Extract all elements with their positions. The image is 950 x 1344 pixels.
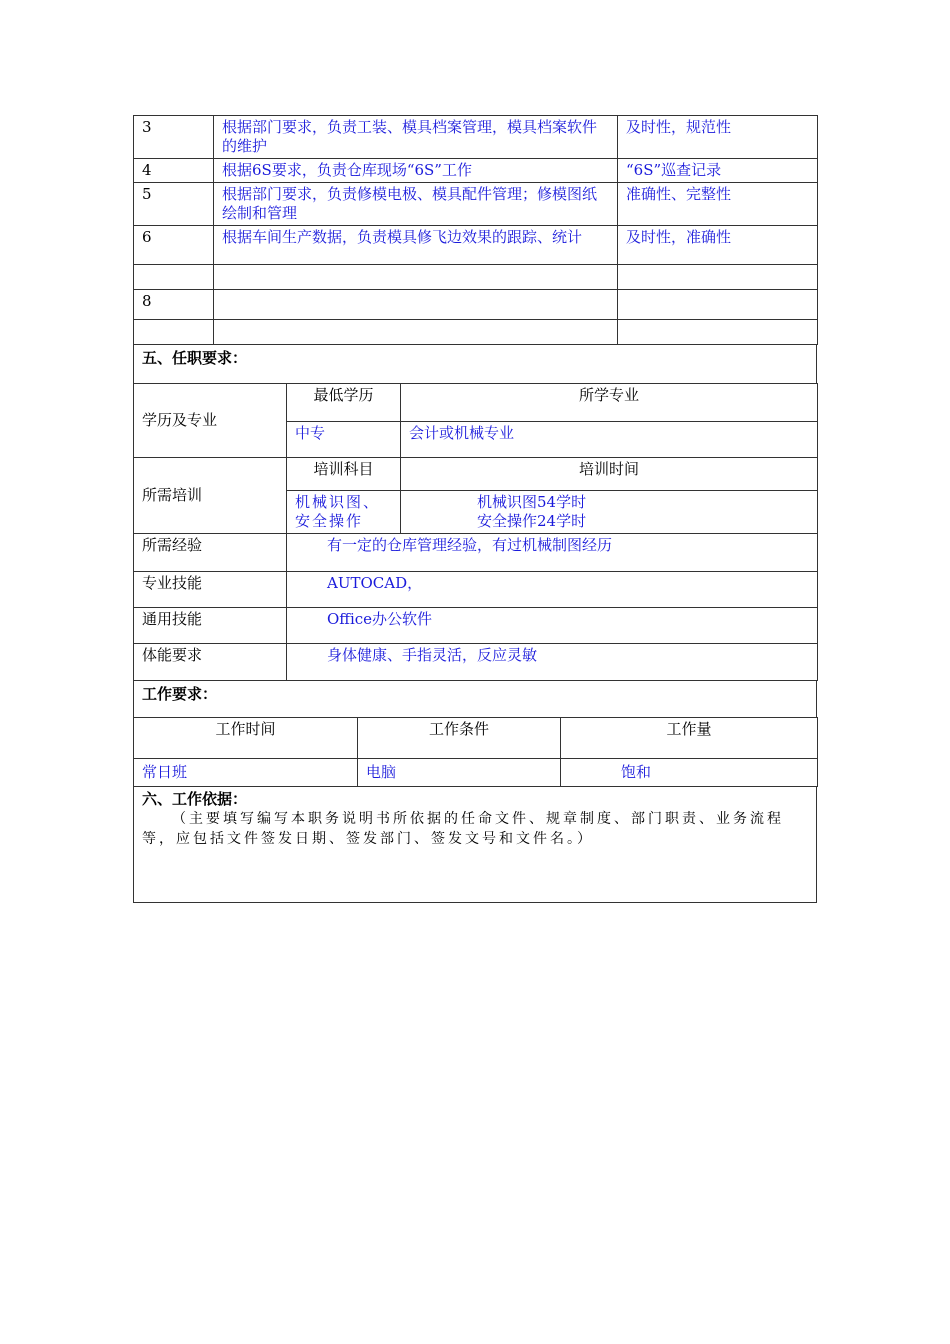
work-section [133,680,817,718]
table-row [134,320,818,345]
section-title-requirements: 五、任职要求： [134,345,817,384]
table-row [134,159,818,183]
duty-desc: 根据车间生产数据，负责模具修飞边效果的跟踪、统计 [214,226,618,265]
basis-note: （主要填写编写本职务说明书所依据的任命文件、规章制度、部门职责、业务流程等，应包括文件签发日期、签发部门、签发文号和文件名。） [142,811,784,847]
education-col1-value: 中专 [287,422,401,458]
table-row [134,290,818,320]
training-hours-1: 机械识图54学时 [477,493,587,511]
table-row [134,116,818,159]
duty-standard [618,290,818,320]
table-row [134,226,818,265]
section-title-basis: 六、工作依据： [142,790,248,808]
work-header-time: 工作时间 [134,718,358,759]
basis-section [133,786,817,903]
duty-no: 6 [134,226,214,265]
training-hours-2: 安全操作24学时 [477,512,587,530]
section-title-work: 工作要求： [134,681,817,718]
table-row [134,572,818,608]
requirements-table [133,383,818,681]
table-row [134,384,818,422]
work-value-condition: 电脑 [358,759,561,787]
duty-desc: 根据6S要求，负责仓库现场“6S”工作 [214,159,618,183]
duty-desc [214,320,618,345]
duty-table [133,115,818,345]
duty-desc [214,290,618,320]
education-col1-header: 最低学历 [287,384,401,422]
duty-no: 3 [134,116,214,159]
table-row [134,458,818,491]
training-col2-header: 培训时间 [401,458,818,491]
training-subjects [287,491,401,534]
duty-standard [618,320,818,345]
table-row [134,265,818,290]
work-value-volume: 饱和 [561,759,818,787]
work-value-time: 常日班 [134,759,358,787]
work-header-volume: 工作量 [561,718,818,759]
skill-value: AUTOCAD， [287,572,818,608]
job-description-form [133,115,817,903]
requirements-section [133,344,817,384]
training-subject-1: 机械识图、 [295,493,381,511]
education-label: 学历及专业 [134,384,287,458]
duty-no [134,265,214,290]
duty-standard [618,265,818,290]
education-col2-value: 会计或机械专业 [401,422,818,458]
table-row [134,534,818,572]
duty-no: 4 [134,159,214,183]
duty-standard: 准确性、完整性 [618,183,818,226]
experience-label: 所需经验 [134,534,287,572]
training-col1-header: 培训科目 [287,458,401,491]
training-label: 所需培训 [134,458,287,534]
basis-cell [134,787,817,903]
training-hours [401,491,818,534]
work-header-condition: 工作条件 [358,718,561,759]
duty-standard: 及时性，准确性 [618,226,818,265]
general-skill-value: Office办公软件 [287,608,818,644]
experience-value: 有一定的仓库管理经验，有过机械制图经历 [287,534,818,572]
skill-label: 专业技能 [134,572,287,608]
training-subject-2: 安全操作 [295,512,364,530]
duty-no [134,320,214,345]
duty-standard: 及时性，规范性 [618,116,818,159]
education-col2-header: 所学专业 [401,384,818,422]
duty-desc: 根据部门要求，负责修模电极、模具配件管理；修模图纸绘制和管理 [214,183,618,226]
table-row [134,718,818,759]
duty-desc: 根据部门要求，负责工装、模具档案管理，模具档案软件的维护 [214,116,618,159]
table-row [134,183,818,226]
duty-no: 5 [134,183,214,226]
physical-label: 体能要求 [134,644,287,681]
table-row [134,644,818,681]
duty-desc [214,265,618,290]
duty-standard: “6S”巡查记录 [618,159,818,183]
general-skill-label: 通用技能 [134,608,287,644]
physical-value: 身体健康、手指灵活，反应灵敏 [287,644,818,681]
table-row [134,759,818,787]
work-table [133,717,818,787]
duty-no: 8 [134,290,214,320]
table-row [134,608,818,644]
